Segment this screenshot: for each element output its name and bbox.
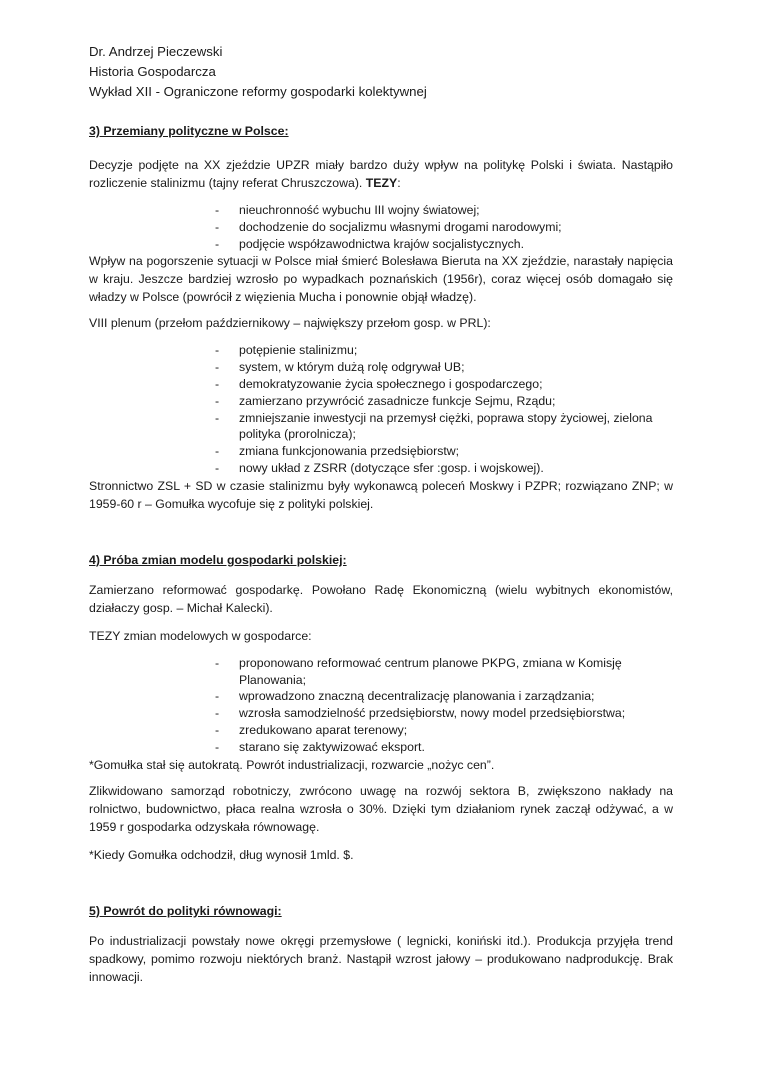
tezy-label: TEZY	[365, 176, 398, 190]
section-4-tezy-intro: TEZY zmian modelowych w gospodarce:	[89, 628, 312, 643]
section-5-paragraph: Po industrializacji powstały nowe okręgi przemysłowe ( legnicki, koniński itd.). Produkcja przyjęła trend spadkowy, pomimo rozwoju niektórych branż. Nastąpił wzrost jałowy – produkowano nadprodukcję. Brak innowacji.	[89, 933, 673, 984]
section-3-heading: 3) Przemiany polityczne w Polsce:	[89, 124, 289, 138]
section-4-note-2: *Kiedy Gomułka odchodził, dług wynosił 1mld. $.	[89, 847, 354, 862]
section-3-tezy-list	[89, 202, 673, 252]
section-4-paragraph-2: Zlikwidowano samorząd robotniczy, zwrócono uwagę na rozwój sektora B, zwiększono nakłady na rolnictwo, budownictwo, płaca realna wzrosła o 30%. Dzięki tym działaniom rynek zaczął odżywać, a w 1959 r gospodarka odzyskała równowagę.	[89, 783, 673, 834]
list-item: - zamierzano przywrócić zasadnicze funkcje Sejmu, Rządu;	[215, 393, 556, 408]
section-4	[89, 551, 673, 864]
document-header	[89, 42, 673, 102]
list-item: - nieuchronność wybuchu III wojny światowej;	[215, 203, 480, 217]
list-item: - zredukowano aparat terenowy;	[215, 722, 408, 737]
section-5	[89, 902, 673, 986]
section-5-heading: 5) Powrót do polityki równowagi:	[89, 903, 282, 918]
section-3-paragraph-2: Wpływ na pogorszenie sytuacji w Polsce miał śmierć Bolesława Bieruta na XX zjeździe, narastały napięcia w kraju. Jeszcze bardziej wzrosło po wypadkach poznańskich (1956r), coraz więcej osób domagało się władzy w Polsce (powrócił z więzienia Mucha i ponownie objął władzę).	[89, 254, 673, 305]
plenum-intro: VIII plenum (przełom październikowy – największy przełom gosp. w PRL):	[89, 316, 491, 331]
section-4-note-1: *Gomułka stał się autokratą. Powrót industrializacji, rozwarcie „nożyc cen”.	[89, 757, 495, 772]
section-3-paragraph-3: Stronnictwo ZSL + SD w czasie stalinizmu były wykonawcą poleceń Moskwy i PZPR; rozwiązano ZNP; w 1959-60 r – Gomułka wycofuje się z polityki polskiej.	[89, 478, 673, 511]
list-item: - system, w którym dużą rolę odgrywał UB;	[215, 360, 465, 375]
list-item: - nowy układ z ZSRR (dotyczące sfer :gosp. i wojskowej).	[215, 460, 544, 475]
section-4-intro: Zamierzano reformować gospodarkę. Powołano Radę Ekonomiczną (wielu wybitnych ekonomistów, działaczy gosp. – Michał Kalecki).	[89, 582, 673, 615]
section-3-intro: Decyzje podjęte na XX zjeździe UPZR miały bardzo duży wpływ na politykę Polski i świata. Nastąpiło rozliczenie stalinizmu (tajny referat Chruszczowa). TEZY:	[89, 158, 673, 190]
section-4-tezy-list	[89, 655, 673, 756]
lecture-title: Wykład XII - Ograniczone reformy gospodarki kolektywnej	[89, 84, 427, 99]
list-item: - potępienie stalinizmu;	[215, 343, 358, 358]
section-3	[89, 122, 673, 513]
list-item: - wprowadzono znaczną decentralizację planowania i zarządzania;	[215, 689, 595, 704]
list-item: - wzrosła samodzielność przedsiębiorstw, nowy model przedsiębiorstwa;	[215, 706, 626, 721]
plenum-list	[89, 342, 673, 476]
list-item: - zmiana funkcjonowania przedsiębiorstw;	[215, 444, 460, 459]
document-page	[89, 42, 673, 986]
list-item: - zmniejszanie inwestycji na przemysł ciężki, poprawa stopy życiowej, zielona polityka (prorolnicza);	[215, 410, 653, 442]
list-item: - proponowano reformować centrum planowe PKPG, zmiana w Komisję Planowania;	[215, 655, 622, 687]
author-name: Dr. Andrzej Pieczewski	[89, 44, 223, 59]
course-name: Historia Gospodarcza	[89, 64, 216, 79]
list-item: - podjęcie współzawodnictwa krajów socjalistycznych.	[215, 236, 525, 251]
list-item: - demokratyzowanie życia społecznego i gospodarczego;	[215, 376, 543, 391]
list-item: - dochodzenie do socjalizmu własnymi drogami narodowymi;	[215, 219, 562, 234]
section-4-heading: 4) Próba zmian modelu gospodarki polskiej:	[89, 552, 347, 567]
list-item: - starano się zaktywizować eksport.	[215, 739, 425, 754]
